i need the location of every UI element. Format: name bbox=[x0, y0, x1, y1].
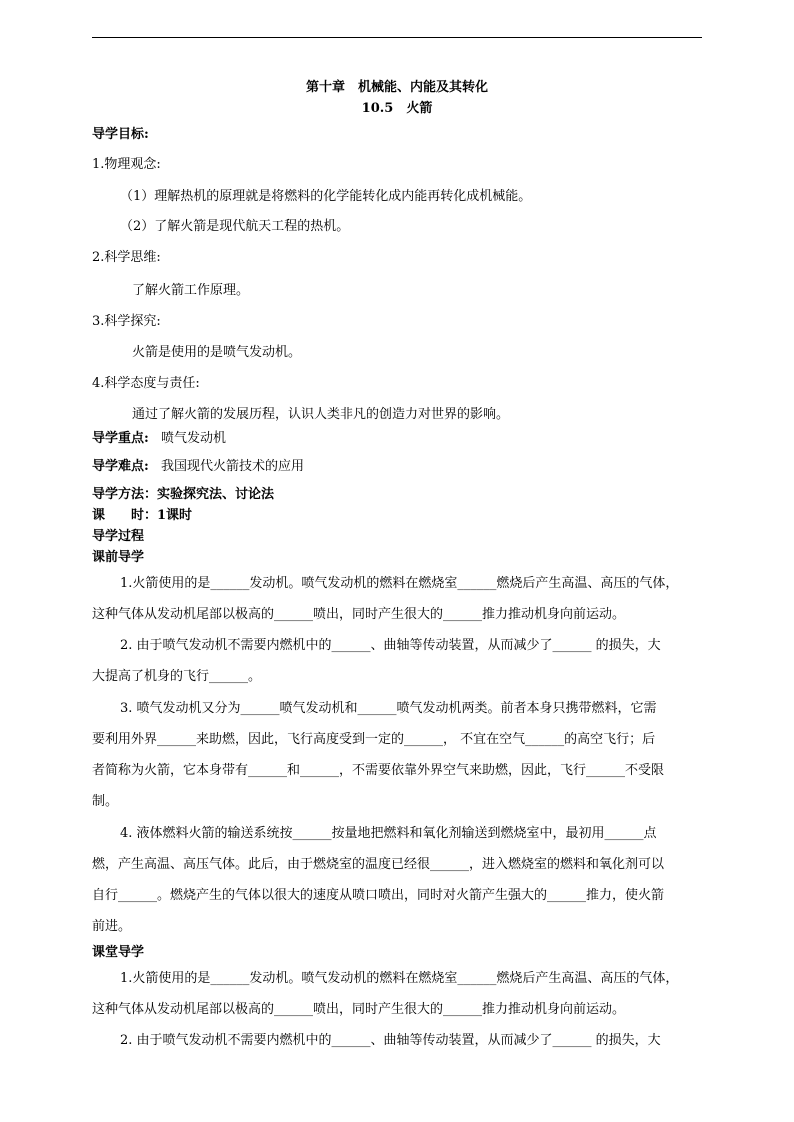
difficulty-value: 我国现代火箭技术的应用 bbox=[160, 459, 304, 474]
objective-2a: 了解火箭工作原理。 bbox=[132, 283, 250, 298]
class-hours: 课 时：1课时 bbox=[92, 508, 193, 523]
pre-q2-line1: 2. 由于喷气发动机不需要内燃机中的______、曲轴等传动装置，从而减少了______ 的损失，大 bbox=[120, 638, 661, 653]
objective-1: 1.物理观念: bbox=[92, 157, 161, 172]
in-q2-line1: 2. 由于喷气发动机不需要内燃机中的______、曲轴等传动装置，从而减少了______ 的损失，大 bbox=[120, 1033, 661, 1048]
difficulty-label: 导学难点: bbox=[92, 459, 149, 474]
pre-q4-line4: 前进。 bbox=[92, 919, 132, 934]
in-q1-line2: 这种气体从发动机尾部以极高的______喷出，同时产生很大的______推力推动机身向前运动。 bbox=[92, 1002, 626, 1017]
pre-q4-line3: 自行______。燃烧产生的气体以很大的速度从喷口喷出，同时对火箭产生强大的______推力，使火箭 bbox=[92, 888, 665, 903]
pre-class-heading: 课前导学 bbox=[92, 550, 145, 565]
objective-1b: （2）了解火箭是现代航天工程的热机。 bbox=[120, 219, 350, 234]
objective-3a: 火箭是使用的是喷气发动机。 bbox=[132, 345, 302, 360]
in-q1-line1: 1.火箭使用的是______发动机。喷气发动机的燃料在燃烧室______燃烧后产生高温、高压的气体， bbox=[120, 971, 679, 986]
objective-4a: 通过了解火箭的发展历程，认识人类非凡的创造力对世界的影响。 bbox=[132, 407, 510, 422]
pre-q3-line2: 要利用外界______来助燃，因此，飞行高度受到一定的______， 不宜在空气______的高空飞行；后 bbox=[92, 732, 656, 747]
chapter-title: 第十章 机械能、内能及其转化 bbox=[305, 80, 488, 95]
pre-q3-line1: 3. 喷气发动机又分为______喷气发动机和______喷气发动机两类。前者本身只携带燃料，它需 bbox=[120, 701, 657, 716]
header-rule bbox=[92, 37, 702, 38]
method: 导学方法：实验探究法、讨论法 bbox=[92, 487, 275, 502]
objective-3: 3.科学探究: bbox=[92, 314, 161, 329]
difficulty bbox=[92, 459, 304, 475]
key-point-label: 导学重点: bbox=[92, 431, 149, 446]
pre-q4-line1: 4. 液体燃料火箭的输送系统按______按量地把燃料和氧化剂输送到燃烧室中，最初用______点 bbox=[120, 826, 657, 841]
objective-1a: （1）理解热机的原理就是将燃料的化学能转化成内能再转化成机械能。 bbox=[120, 189, 532, 204]
pre-q4-line2: 燃，产生高温、高压气体。此后，由于燃烧室的温度已经很______，进入燃烧室的燃料和氧化剂可以 bbox=[92, 857, 665, 872]
pre-q1-line2: 这种气体从发动机尾部以极高的______喷出，同时产生很大的______推力推动机身向前运动。 bbox=[92, 607, 626, 622]
objective-4: 4.科学态度与责任: bbox=[92, 376, 200, 391]
objectives-heading: 导学目标: bbox=[92, 127, 149, 142]
process-heading: 导学过程 bbox=[92, 529, 145, 544]
pre-q3-line3: 者简称为火箭，它本身带有______和______，不需要依靠外界空气来助燃，因此，飞行______不受限 bbox=[92, 763, 665, 778]
in-class-heading: 课堂导学 bbox=[92, 945, 145, 960]
key-point bbox=[92, 431, 226, 447]
pre-q1-line1: 1.火箭使用的是______发动机。喷气发动机的燃料在燃烧室______燃烧后产生高温、高压的气体， bbox=[120, 576, 679, 591]
pre-q2-line2: 大提高了机身的飞行______。 bbox=[92, 669, 262, 684]
objective-2: 2.科学思维: bbox=[92, 250, 161, 265]
key-point-value: 喷气发动机 bbox=[160, 431, 226, 446]
pre-q3-line4: 制。 bbox=[92, 794, 119, 809]
section-title: 10.5 火箭 bbox=[361, 101, 433, 116]
